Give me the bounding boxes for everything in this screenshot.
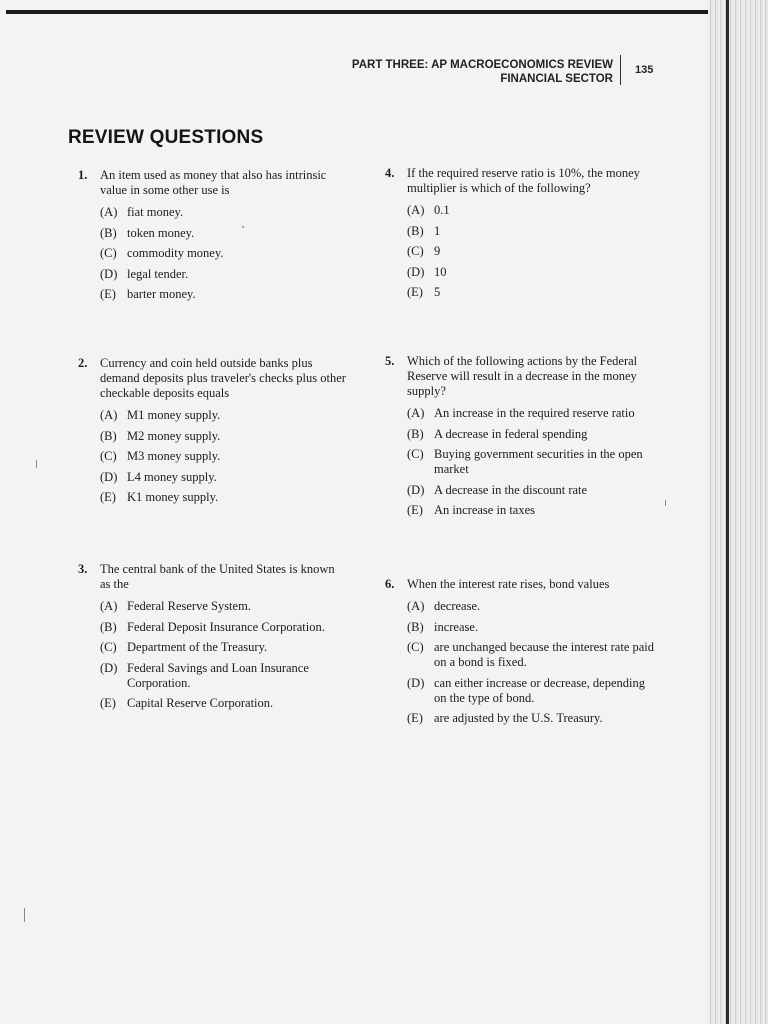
question-5 — [385, 354, 660, 524]
header-separator — [620, 55, 621, 85]
choice-letter: (D) — [100, 660, 118, 675]
answer-choice-b — [407, 427, 660, 442]
answer-choices — [407, 203, 660, 300]
question-4 — [385, 166, 660, 306]
choice-letter: (A) — [407, 203, 425, 217]
answer-choice-c — [100, 640, 348, 655]
question-number: 2. — [78, 356, 88, 370]
choice-letter: (C) — [407, 244, 424, 258]
choice-letter: (B) — [100, 619, 117, 634]
choice-letter: (B) — [407, 426, 424, 441]
choice-text: 5 — [434, 285, 441, 299]
question-6 — [385, 577, 660, 732]
answer-choice-b — [100, 226, 348, 241]
choice-letter: (A) — [100, 599, 118, 613]
question-text: An item used as money that also has intrinsic value in some other use is — [100, 168, 327, 197]
choice-text: legal tender. — [127, 266, 189, 281]
answer-choice-a — [100, 599, 348, 614]
question-number: 3. — [78, 562, 88, 576]
choice-text: A decrease in federal spending — [434, 426, 588, 441]
page-number: 135 — [635, 64, 654, 76]
answer-choices — [100, 205, 348, 302]
choice-text: A decrease in the discount rate — [434, 482, 588, 497]
choice-text: M3 money supply. — [127, 449, 221, 463]
answer-choice-a — [100, 205, 348, 220]
question-number: 1. — [78, 168, 88, 182]
answer-choice-d — [407, 676, 660, 706]
choice-letter: (E) — [100, 287, 116, 301]
choice-letter: (C) — [407, 447, 424, 461]
answer-choice-e — [100, 490, 348, 505]
question-number: 5. — [385, 354, 395, 368]
choice-letter: (C) — [407, 640, 424, 654]
answer-choice-d — [100, 470, 348, 485]
choice-letter: (B) — [407, 223, 424, 238]
choice-letter: (E) — [407, 503, 423, 517]
answer-choice-d — [407, 483, 660, 498]
answer-choices — [407, 406, 660, 518]
choice-letter: (C) — [100, 640, 117, 654]
answer-choices — [100, 408, 348, 505]
choice-text: Federal Reserve System. — [127, 599, 251, 613]
choice-letter: (C) — [100, 449, 117, 463]
choice-text: 9 — [434, 244, 441, 258]
scan-speck — [665, 500, 666, 506]
answer-choice-e — [407, 711, 660, 726]
answer-choice-b — [100, 429, 348, 444]
section-title: REVIEW QUESTIONS — [68, 127, 264, 148]
question-text: Currency and coin held outside banks plus demand deposits plus traveler's checks plus other checkable deposits equals — [100, 356, 346, 400]
choice-text: L4 money supply. — [127, 469, 217, 484]
page-edge-shadow — [708, 0, 768, 1024]
answer-choice-d — [100, 661, 348, 691]
choice-text: fiat money. — [127, 205, 184, 219]
header-part-title: PART THREE: AP MACROECONOMICS REVIEW — [351, 59, 613, 71]
choice-text: are unchanged because the interest rate paid on a bond is fixed. — [434, 640, 655, 669]
question-text: The central bank of the United States is known as the — [100, 562, 335, 591]
question-number: 4. — [385, 166, 395, 180]
choice-letter: (D) — [407, 264, 425, 279]
answer-choices — [100, 599, 348, 711]
answer-choice-a — [407, 599, 660, 614]
choice-letter: (B) — [407, 619, 424, 634]
scan-speck — [36, 460, 37, 468]
choice-letter: (B) — [100, 225, 117, 240]
choice-letter: (A) — [407, 406, 425, 420]
answer-choices — [407, 599, 660, 726]
scan-speck — [242, 226, 244, 228]
choice-letter: (E) — [100, 696, 116, 710]
answer-choice-c — [407, 640, 660, 670]
choice-text: An increase in the required reserve ratio — [434, 406, 635, 420]
answer-choice-c — [407, 447, 660, 477]
choice-text: Federal Deposit Insurance Corporation. — [127, 619, 325, 634]
choice-text: Department of the Treasury. — [127, 640, 268, 654]
question-2 — [78, 356, 348, 511]
choice-text: are adjusted by the U.S. Treasury. — [434, 711, 603, 725]
answer-choice-e — [100, 287, 348, 302]
choice-letter: (B) — [100, 428, 117, 443]
choice-text: M2 money supply. — [127, 428, 221, 443]
choice-letter: (D) — [407, 675, 425, 690]
answer-choice-c — [100, 246, 348, 261]
choice-text: increase. — [434, 619, 479, 634]
header-section-title: FINANCIAL SECTOR — [500, 73, 613, 85]
choice-text: token money. — [127, 225, 195, 240]
answer-choice-e — [407, 503, 660, 518]
question-text: Which of the following actions by the Federal Reserve will result in a decrease in the money supply? — [407, 354, 638, 398]
choice-text: M1 money supply. — [127, 408, 221, 422]
choice-text: Capital Reserve Corporation. — [127, 696, 274, 710]
choice-letter: (D) — [100, 266, 118, 281]
choice-letter: (E) — [407, 711, 423, 725]
choice-text: commodity money. — [127, 246, 224, 260]
choice-text: 0.1 — [434, 203, 450, 217]
answer-choice-b — [100, 620, 348, 635]
choice-text: 1 — [434, 223, 441, 238]
choice-text: Buying government securities in the open market — [434, 447, 643, 476]
choice-letter: (D) — [100, 469, 118, 484]
answer-choice-e — [100, 696, 348, 711]
choice-text: Federal Savings and Loan Insurance Corporation. — [127, 660, 309, 690]
scan-speck — [24, 908, 25, 922]
question-text: If the required reserve ratio is 10%, the money multiplier is which of the following? — [407, 166, 640, 195]
choice-letter: (C) — [100, 246, 117, 260]
question-3 — [78, 562, 348, 717]
choice-letter: (E) — [100, 490, 116, 504]
answer-choice-c — [100, 449, 348, 464]
choice-text: can either increase or decrease, depending on the type of bond. — [434, 675, 645, 705]
choice-text: K1 money supply. — [127, 490, 219, 504]
choice-letter: (A) — [407, 599, 425, 613]
answer-choice-a — [407, 406, 660, 421]
question-1 — [78, 168, 348, 308]
answer-choice-d — [407, 265, 660, 280]
answer-choice-d — [100, 267, 348, 282]
answer-choice-c — [407, 244, 660, 259]
choice-letter: (E) — [407, 285, 423, 299]
top-rule — [6, 10, 741, 14]
choice-text: barter money. — [127, 287, 196, 301]
choice-letter: (A) — [100, 205, 118, 219]
choice-text: 10 — [434, 264, 447, 279]
answer-choice-b — [407, 224, 660, 239]
answer-choice-e — [407, 285, 660, 300]
answer-choice-b — [407, 620, 660, 635]
question-text: When the interest rate rises, bond values — [407, 577, 610, 591]
answer-choice-a — [100, 408, 348, 423]
question-number: 6. — [385, 577, 395, 591]
choice-text: An increase in taxes — [434, 503, 536, 517]
choice-letter: (D) — [407, 482, 425, 497]
choice-text: decrease. — [434, 599, 481, 613]
running-header — [352, 58, 613, 86]
answer-choice-a — [407, 203, 660, 218]
choice-letter: (A) — [100, 408, 118, 422]
